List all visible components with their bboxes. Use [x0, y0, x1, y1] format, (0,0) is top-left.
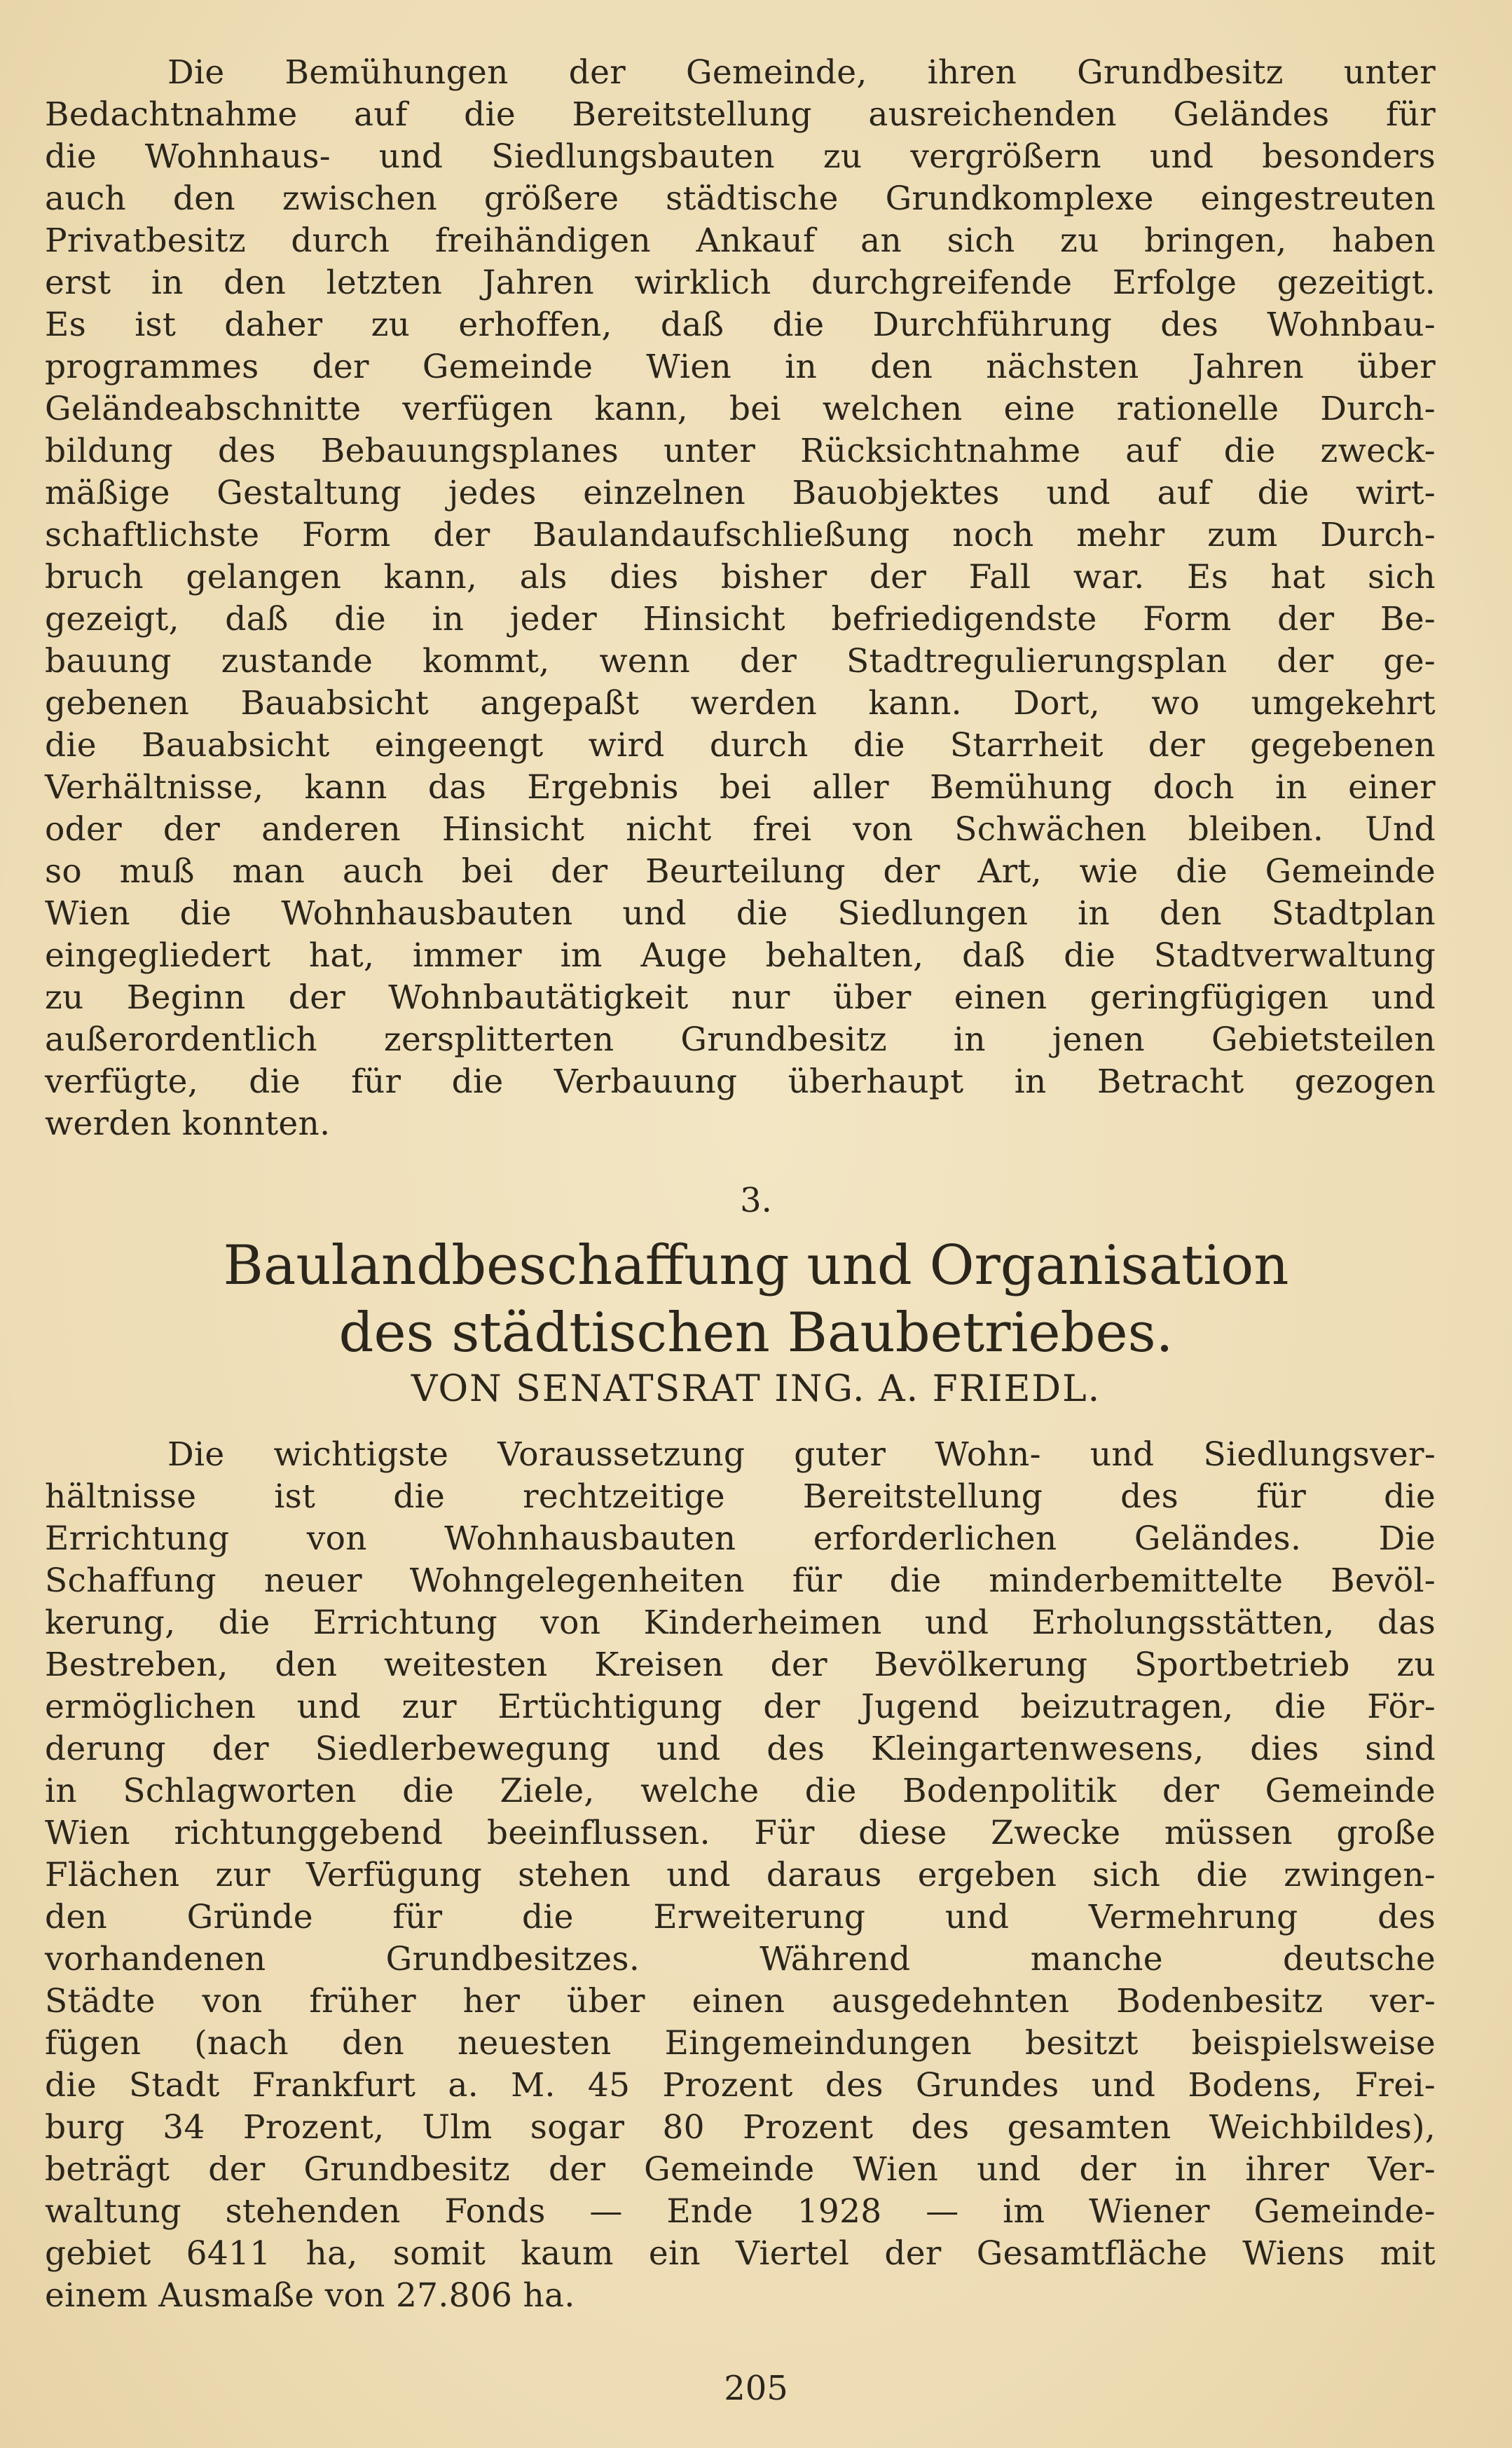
text-line: hältnisse ist die rechtzeitige Bereitstellung des für die: [45, 1477, 1436, 1516]
text-line: bildung des Bebauungsplanes unter Rücksichtnahme auf die zweck-: [45, 432, 1436, 470]
text-line: Flächen zur Verfügung stehen und daraus ergeben sich die zwingen-: [45, 1856, 1436, 1894]
text-line: oder der anderen Hinsicht nicht frei von Schwächen bleiben. Und: [45, 810, 1436, 849]
text-line: Verhältnisse, kann das Ergebnis bei aller Bemühung doch in einer: [45, 768, 1436, 807]
text-line: gezeigt, daß die in jeder Hinsicht befriedigendste Form der Be-: [45, 600, 1436, 638]
section-title: [0, 1232, 1512, 1367]
text-line: Die Bemühungen der Gemeinde, ihren Grundbesitz unter: [167, 53, 1436, 92]
text-line: derung der Siedlerbewegung und des Kleingartenwesens, dies sind: [45, 1730, 1436, 1768]
text-line: Bedachtnahme auf die Bereitstellung ausreichenden Geländes für: [45, 95, 1436, 134]
text-line: die Stadt Frankfurt a. M. 45 Prozent des Grundes und Bodens, Frei-: [45, 2066, 1436, 2105]
text-line: die Bauabsicht eingeengt wird durch die Starrheit der gegebenen: [45, 726, 1436, 765]
text-line: Städte von früher her über einen ausgedehnten Bodenbesitz ver-: [45, 1982, 1436, 2020]
section-number: 3.: [740, 1181, 772, 1220]
text-line: bruch gelangen kann, als dies bisher der Fall war. Es hat sich: [45, 558, 1436, 596]
text-line: kerung, die Errichtung von Kinderheimen und Erholungsstätten, das: [45, 1603, 1436, 1642]
text-line: den Gründe für die Erweiterung und Vermehrung des: [45, 1898, 1436, 1936]
text-line: gebenen Bauabsicht angepaßt werden kann. Dort, wo umgekehrt: [45, 684, 1436, 723]
text-line: in Schlagworten die Ziele, welche die Bodenpolitik der Gemeinde: [45, 1772, 1436, 1810]
text-line: schaftlichste Form der Baulandaufschließung noch mehr zum Durch-: [45, 516, 1436, 554]
section-author: VON SENATSRAT ING. A. FRIEDL.: [411, 1368, 1101, 1410]
text-line: mäßige Gestaltung jedes einzelnen Bauobjektes und auf die wirt-: [45, 474, 1436, 512]
text-line: erst in den letzten Jahren wirklich durchgreifende Erfolge gezeitigt.: [45, 264, 1436, 302]
section-title-line-2: des städtischen Baubetriebes.: [338, 1301, 1174, 1365]
body-paragraph-2: [45, 1434, 1436, 2317]
text-line: Die wichtigste Voraussetzung guter Wohn- und Siedlungsver-: [167, 1435, 1436, 1474]
text-line: fügen (nach den neuesten Eingemeindungen besitzt beispielsweise: [45, 2024, 1436, 2063]
text-line: Schaffung neuer Wohngelegenheiten für die minderbemittelte Bevöl-: [45, 1561, 1436, 1600]
text-line: Bestreben, den weitesten Kreisen der Bevölkerung Sportbetrieb zu: [45, 1646, 1436, 1684]
page-number: 205: [724, 2369, 788, 2408]
body-paragraph-1: [45, 52, 1436, 1145]
text-line: programmes der Gemeinde Wien in den nächsten Jahren über: [45, 348, 1436, 386]
text-line: ermöglichen und zur Ertüchtigung der Jugend beizutragen, die För-: [45, 1688, 1436, 1726]
text-line: werden konnten.: [45, 1105, 331, 1143]
text-line: vorhandenen Grundbesitzes. Während manche deutsche: [45, 1940, 1436, 1978]
text-line: Geländeabschnitte verfügen kann, bei welchen eine rationelle Durch-: [45, 390, 1436, 428]
text-line: Errichtung von Wohnhausbauten erforderlichen Geländes. Die: [45, 1519, 1436, 1558]
text-line: Wien richtunggebend beeinflussen. Für diese Zwecke müssen große: [45, 1814, 1436, 1852]
text-line: beträgt der Grundbesitz der Gemeinde Wien und der in ihrer Ver-: [45, 2150, 1436, 2189]
text-line: verfügte, die für die Verbauung überhaupt in Betracht gezogen: [45, 1062, 1436, 1101]
text-line: waltung stehenden Fonds — Ende 1928 — im Wiener Gemeinde-: [45, 2192, 1436, 2231]
text-line: eingegliedert hat, immer im Auge behalten, daß die Stadtverwaltung: [45, 936, 1436, 975]
text-line: auch den zwischen größere städtische Grundkomplexe eingestreuten: [45, 179, 1436, 218]
text-line: burg 34 Prozent, Ulm sogar 80 Prozent des gesamten Weichbildes),: [45, 2108, 1436, 2147]
text-line: bauung zustande kommt, wenn der Stadtregulierungsplan der ge-: [45, 642, 1436, 681]
text-line: Privatbesitz durch freihändigen Ankauf an sich zu bringen, haben: [45, 221, 1436, 260]
text-line: außerordentlich zersplitterten Grundbesitz in jenen Gebietsteilen: [45, 1020, 1436, 1059]
text-line: einem Ausmaße von 27.806 ha.: [45, 2276, 575, 2315]
text-line: die Wohnhaus- und Siedlungsbauten zu vergrößern und besonders: [45, 137, 1436, 176]
text-line: zu Beginn der Wohnbautätigkeit nur über einen geringfügigen und: [45, 978, 1436, 1017]
section-title-line-1: Baulandbeschaffung und Organisation: [223, 1234, 1289, 1297]
text-line: gebiet 6411 ha, somit kaum ein Viertel der Gesamtfläche Wiens mit: [45, 2234, 1436, 2273]
text-line: Es ist daher zu erhoffen, daß die Durchführung des Wohnbau-: [45, 306, 1436, 344]
text-line: so muß man auch bei der Beurteilung der Art, wie die Gemeinde: [45, 852, 1436, 891]
text-line: Wien die Wohnhausbauten und die Siedlungen in den Stadtplan: [45, 894, 1436, 933]
